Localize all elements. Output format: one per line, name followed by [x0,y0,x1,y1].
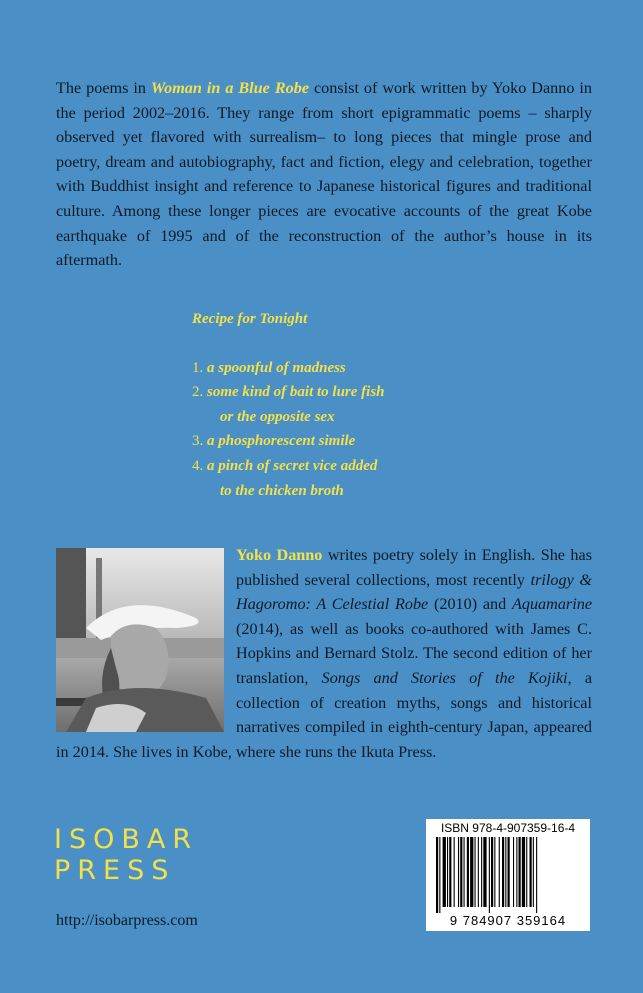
barcode-bar [499,837,500,907]
isbn-barcode [426,819,590,931]
barcode-bar [460,837,462,907]
barcode-bar [470,837,473,907]
barcode-bar [483,837,486,907]
barcode-bar [436,837,438,913]
publisher-url[interactable]: http://isobarpress.com [56,912,198,929]
barcode-bar [516,837,517,907]
poem-excerpt [192,307,385,503]
barcode-bar [494,837,495,907]
isbn-label: ISBN 978-4-907359-16-4 [440,821,576,835]
blurb-text-start: The poems in [56,79,151,97]
author-name: Yoko Danno [236,546,323,564]
poem-item: 4. a pinch of secret vice added [192,457,378,474]
barcode-bar [513,837,514,907]
barcode-bar [454,837,455,907]
barcode-bars [430,837,586,913]
barcode-bar [464,837,465,907]
book-title-trilogy: trilogy & Hagoromo: A Celestial Robe [236,570,592,614]
poem-item: 1. a spoonful of madness [192,359,346,376]
barcode-bar [519,837,521,907]
poem-item-continued: to the chicken broth [220,482,344,499]
photo-spacer [56,543,236,739]
barcode-bar [536,837,537,913]
book-title: Woman in a Blue Robe [150,79,310,97]
barcode-bar [481,837,482,907]
barcode-bar [530,837,532,907]
barcode-bar [449,837,451,907]
barcode-bar [508,837,510,907]
poem-item: 3. a phosphorescent simile [192,433,356,450]
blurb-text-rest: consist of work written by Yoko Danno in the period 2002–2016. They range from short epigrammatic poems – sharply observed yet flavored with surrealism– to long pieces that mingle prose and poetry, dream and autobiography, fact and fiction, elegy and celebration, together with Buddhist insight and reference to Japanese historical figures and traditional culture. Among these longer pieces are evocative accounts of the great Kobe earthquake of 1995 and of the reconstruction of the author’s house in its aftermath. [56,79,592,270]
barcode-bar [489,837,490,913]
poem-item-continued: or the opposite sex [220,408,335,425]
poem-title: Recipe for Tonight [192,311,308,327]
barcode-bar [443,837,446,907]
barcode-bar [522,837,525,907]
barcode-bar [478,837,479,907]
barcode-bar [502,837,504,907]
barcode-bar [447,837,448,907]
barcode-bar [467,837,469,907]
barcode-bar [533,837,534,907]
publisher-logo [54,824,198,886]
publisher-logo-line2: PRESS [54,855,176,886]
barcode-digits: 9 784907 359164 [449,913,567,928]
author-bio: Yoko Danno writes poetry solely in English. She has published several collections, most recently trilogy & Hagoromo: A Celestial Robe (2010) and Aquamarine (2014), as well as books co-authored with James C. Hopkins and Bernard Stolz. The second edition of her translation, Songs and Stories of the Kojiki, a collection of creation myths, songs and historical narratives compiled in eighth-century Japan, appeared in 2014. She lives in Kobe, where she runs the Ikuta Press. [56,543,592,764]
barcode-bar [475,837,476,907]
book-title-kojiki: Songs and Stories of the Kojiki [321,668,568,687]
barcode-bar [458,837,459,907]
barcode-bar [526,837,527,907]
poem-item: 2. some kind of bait to lure fish [192,384,385,401]
barcode-bar [491,837,493,907]
publisher-logo-line1: ISOBAR [54,824,199,855]
back-cover-blurb [56,76,592,273]
barcode-bar [505,837,506,907]
barcode-bar [439,837,440,913]
book-title-aquamarine: Aquamarine [511,595,592,614]
